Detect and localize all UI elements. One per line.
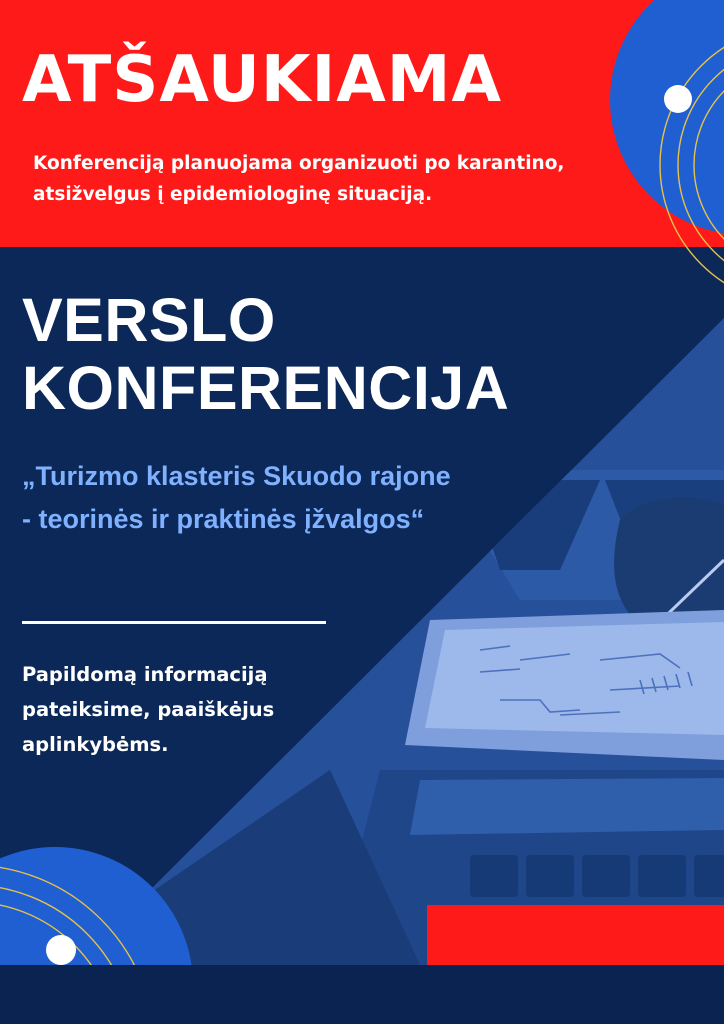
cancel-note: Konferenciją planuojama organizuoti po karantino, atsižvelgus į epidemiologinę situaciją. bbox=[33, 153, 565, 205]
cancel-heading: ATŠAUKIAMA bbox=[22, 43, 502, 117]
conference-title-line-1: VERSLO bbox=[22, 286, 276, 354]
info-text: Papildomą informaciją pateiksime, paaiškėjus aplinkybėms. bbox=[22, 663, 275, 756]
conference-title-line-2: KONFERENCIJA bbox=[22, 354, 510, 422]
red-accent-block bbox=[427, 905, 724, 965]
divider bbox=[22, 621, 326, 624]
conference-subtitle: „Turizmo klasteris Skuodo rajone - teorinės ir praktinės įžvalgos“ bbox=[22, 461, 451, 534]
conference-title bbox=[22, 286, 509, 422]
bottom-bar bbox=[0, 965, 724, 1024]
